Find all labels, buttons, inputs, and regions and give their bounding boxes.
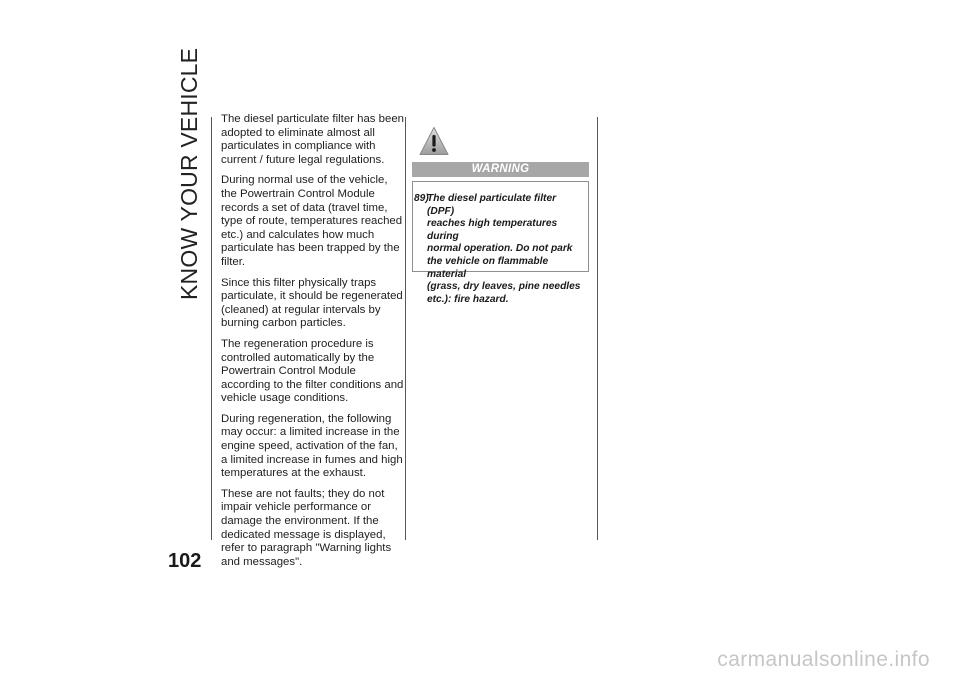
warning-line: (grass, dry leaves, pine needles — [427, 281, 581, 293]
warning-line: etc.): fire hazard. — [427, 293, 509, 305]
watermark: carmanualsonline.info — [717, 648, 930, 671]
right-column-divider — [597, 117, 598, 540]
body-text-column — [221, 113, 406, 576]
page-number: 102 — [168, 550, 202, 572]
left-column-divider — [211, 117, 212, 540]
paragraph: The regeneration procedure is controlled automatically by the Powertrain Control Module according to the filter conditions and vehicle usage conditions. — [221, 337, 404, 405]
warning-line: the vehicle on flammable material — [427, 255, 549, 280]
warning-text — [414, 193, 586, 306]
warning-line: normal operation. Do not park — [427, 243, 573, 255]
warning-line: The diesel particulate filter (DPF) — [427, 193, 557, 217]
section-title: KNOW YOUR VEHICLE — [176, 47, 202, 300]
warning-line: reaches high temperatures during — [427, 218, 558, 242]
paragraph: The diesel particulate filter has been adopted to eliminate almost all particulates in compliance with current / future legal regulations. — [221, 113, 404, 166]
paragraph: Since this filter physically traps particulate, it should be regenerated (cleaned) at regular intervals by burning carbon particles. — [221, 276, 403, 330]
warning-triangle-icon — [419, 126, 449, 156]
warning-header: WARNING — [412, 162, 589, 177]
paragraph: During regeneration, the following may occur: a limited increase in the engine speed, activation of the fan, a limited increase in fumes and high temperatures at the exhaust. — [221, 412, 403, 480]
warning-number: 89) — [414, 193, 429, 204]
paragraph: These are not faults; they do not impair vehicle performance or damage the environment. If the dedicated message is displayed, refer to paragraph "Warning lights and messages". — [221, 487, 392, 568]
paragraph: During normal use of the vehicle, the Powertrain Control Module records a set of data (travel time, type of route, temperatures reached etc.) and calculates how much particulate has been trapped by the filter. — [221, 174, 403, 268]
